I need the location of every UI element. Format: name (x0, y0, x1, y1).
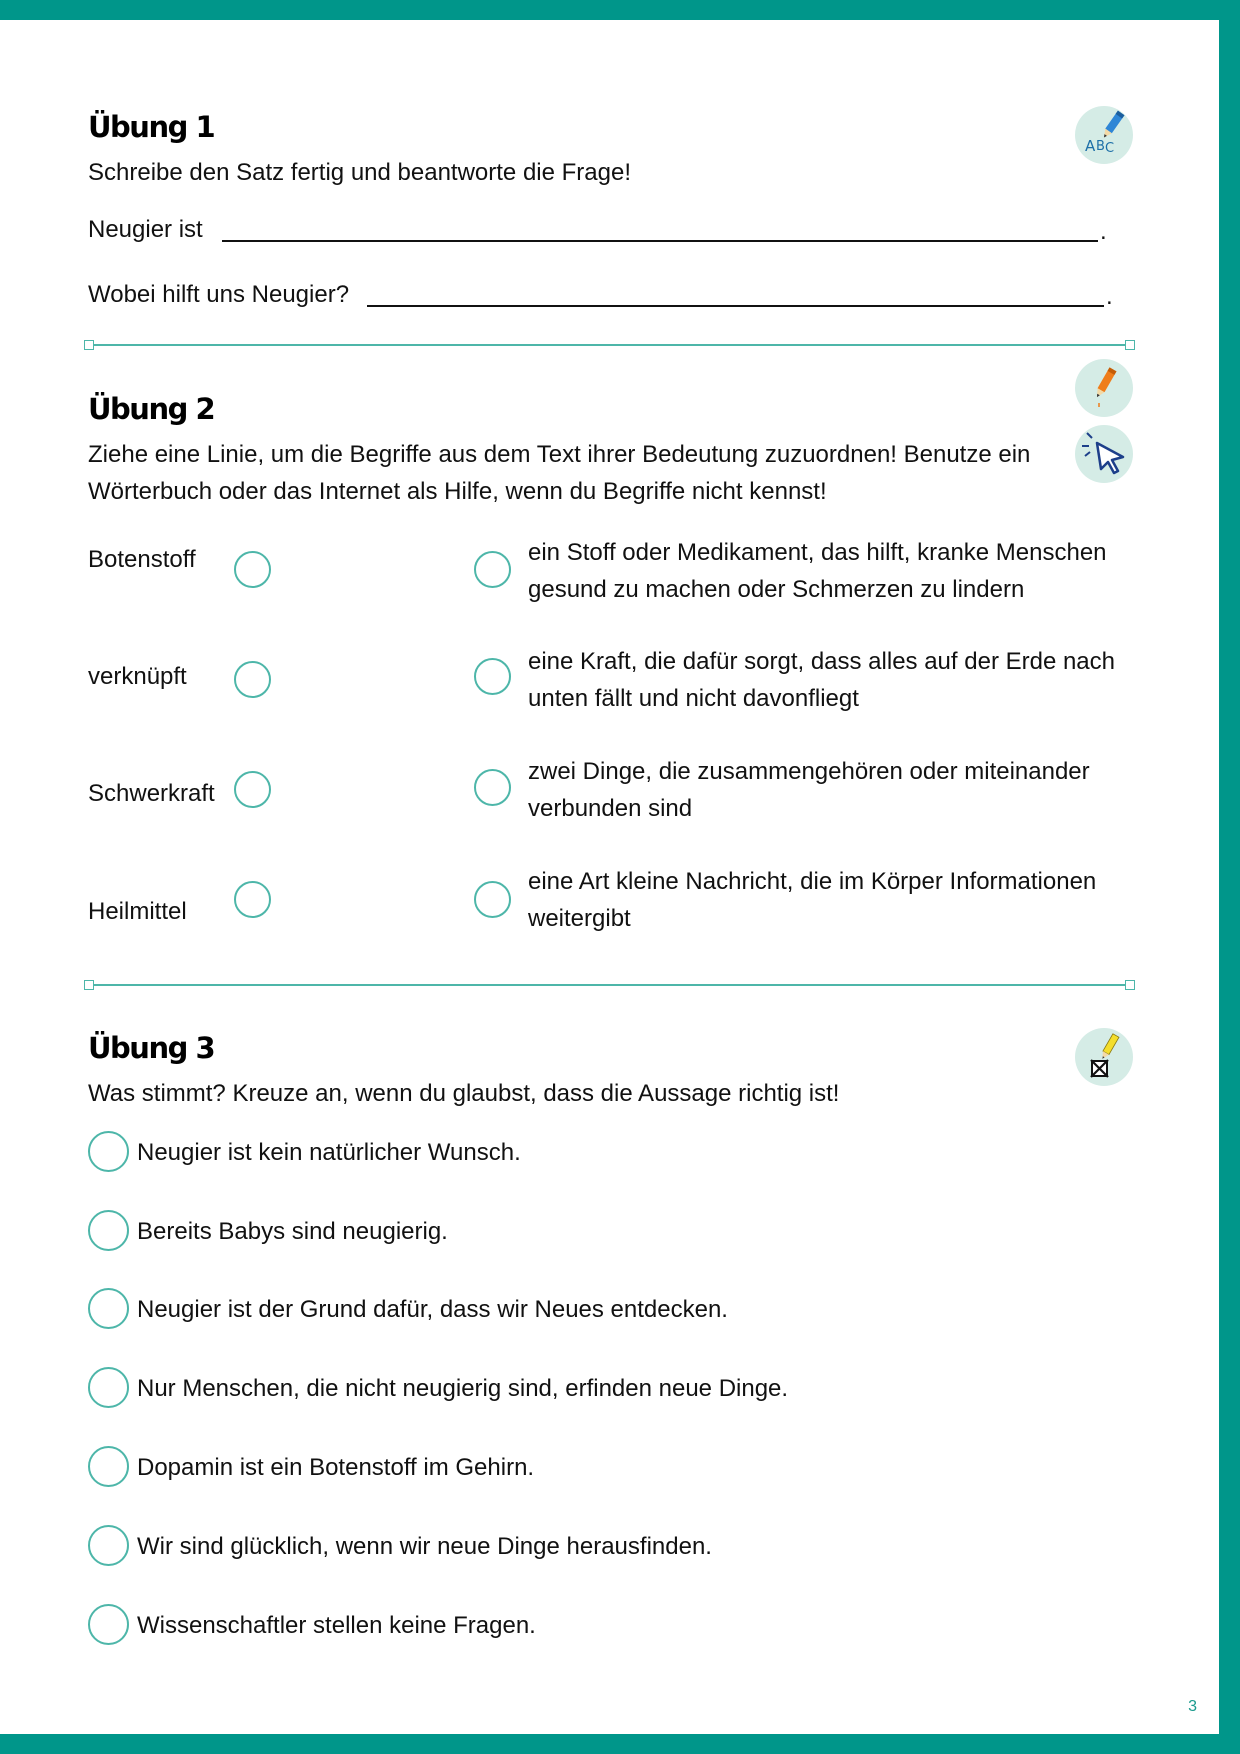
definition-connector-circle[interactable] (474, 551, 511, 588)
statement-checkbox[interactable] (88, 1210, 129, 1251)
page-frame-right (1219, 0, 1240, 1754)
statement-checkbox[interactable] (88, 1131, 129, 1172)
definition-item: zwei Dinge, die zusammengehören oder miteinander verbunden sind (528, 758, 1090, 822)
term-connector-circle[interactable] (234, 771, 271, 808)
abc-pencil-icon (1075, 106, 1133, 164)
section-divider (88, 984, 1131, 986)
answer-line-2-period: . (1106, 283, 1113, 310)
exercise-3-title: Übung 3 (88, 1031, 215, 1065)
page-number: 3 (1188, 1698, 1197, 1715)
prompt-neugier-ist: Neugier ist (88, 216, 203, 243)
svg-text:B: B (1096, 139, 1105, 154)
statement-text: Neugier ist der Grund dafür, dass wir Neues entdecken. (137, 1296, 728, 1323)
prompt-wobei-hilft: Wobei hilft uns Neugier? (88, 281, 350, 308)
statement-checkbox[interactable] (88, 1604, 129, 1645)
exercise-1-title: Übung 1 (88, 110, 215, 144)
statement-text: Dopamin ist ein Botenstoff im Gehirn. (137, 1454, 535, 1481)
statement-checkbox[interactable] (88, 1525, 129, 1566)
statement-checkbox[interactable] (88, 1446, 129, 1487)
definition-connector-circle[interactable] (474, 658, 511, 695)
statement-text: Neugier ist kein natürlicher Wunsch. (137, 1139, 521, 1166)
page-frame-bottom (0, 1734, 1240, 1754)
svg-text:A: A (1085, 137, 1096, 155)
svg-text:C: C (1105, 141, 1115, 156)
statement-text: Bereits Babys sind neugierig. (137, 1218, 448, 1245)
definition-connector-circle[interactable] (474, 881, 511, 918)
answer-line-1[interactable] (222, 240, 1098, 242)
exercise-3-instruction: Was stimmt? Kreuze an, wenn du glaubst, dass die Aussage richtig ist! (88, 1080, 840, 1107)
definition-connector-circle[interactable] (474, 769, 511, 806)
statement-text: Wissenschaftler stellen keine Fragen. (137, 1612, 536, 1639)
answer-line-2[interactable] (367, 305, 1104, 307)
term-connector-circle[interactable] (234, 881, 271, 918)
exercise-2-instruction: Ziehe eine Linie, um die Begriffe aus dem Text ihrer Bedeutung zuzuordnen! Benutze ein Wörterbuch oder das Internet als Hilfe, wenn du Begriffe nicht kennst! (88, 441, 1031, 505)
page-frame-top (0, 0, 1240, 20)
definition-item: eine Art kleine Nachricht, die im Körper Informationen weitergibt (528, 868, 1097, 932)
section-divider (88, 344, 1131, 346)
term-item: Schwerkraft (88, 780, 215, 807)
term-connector-circle[interactable] (234, 661, 271, 698)
statement-text: Wir sind glücklich, wenn wir neue Dinge herausfinden. (137, 1533, 712, 1560)
statement-checkbox[interactable] (88, 1288, 129, 1329)
answer-line-1-period: . (1100, 218, 1107, 245)
statement-checkbox[interactable] (88, 1367, 129, 1408)
exercise-1-instruction: Schreibe den Satz fertig und beantworte die Frage! (88, 159, 631, 186)
statement-text: Nur Menschen, die nicht neugierig sind, erfinden neue Dinge. (137, 1375, 789, 1402)
definition-item: eine Kraft, die dafür sorgt, dass alles auf der Erde nach unten fällt und nicht davonfliegt (528, 648, 1116, 712)
term-item: Botenstoff (88, 546, 196, 573)
exercise-2-title: Übung 2 (88, 392, 215, 426)
definition-item: ein Stoff oder Medikament, das hilft, kranke Menschen gesund zu machen oder Schmerzen zu lindern (528, 539, 1107, 603)
checkbox-pencil-icon (1075, 1028, 1133, 1086)
term-item: Heilmittel (88, 898, 187, 925)
term-item: verknüpft (88, 663, 187, 690)
term-connector-circle[interactable] (234, 551, 271, 588)
cursor-click-icon (1075, 425, 1133, 483)
orange-pencil-icon (1075, 359, 1133, 417)
